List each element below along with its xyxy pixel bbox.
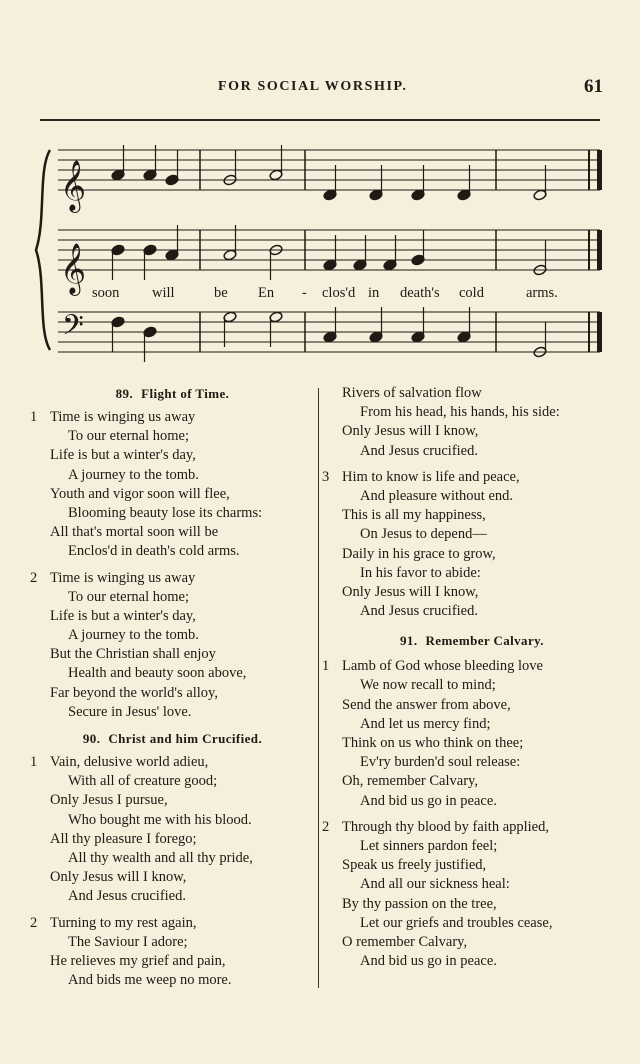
line-text: And let us mercy find; (360, 715, 491, 732)
stanza (30, 753, 315, 907)
bass-clef-icon: 𝄢 (62, 309, 84, 349)
treble-clef-icon: 𝄞 (60, 243, 87, 294)
hymn-line (30, 887, 315, 906)
stanza (322, 468, 622, 622)
final-bar-line (597, 150, 602, 190)
hymn-line (322, 772, 622, 791)
page-number: 61 (584, 76, 603, 97)
line-text: And Jesus crucified. (360, 603, 478, 620)
hymn-line (30, 952, 315, 971)
line-text: Only Jesus will I know, (342, 583, 479, 600)
hymn-line (30, 569, 315, 588)
line-text: To our eternal home; (68, 588, 189, 605)
hymn-number: 91. (400, 633, 418, 649)
line-text: And Jesus crucified. (68, 888, 186, 905)
lyric-syllable: En (258, 285, 275, 301)
line-text: To our eternal home; (68, 428, 189, 445)
line-text: A journey to the tomb. (68, 627, 199, 644)
stanza (30, 914, 315, 991)
hymn-line (322, 952, 622, 971)
final-bar-line (588, 150, 590, 190)
lyric-syllable: cold (459, 285, 484, 301)
stanza-continued (322, 384, 622, 461)
hymn-line (322, 403, 622, 422)
hymn-line (322, 506, 622, 525)
line-text: But the Christian shall enjoy (50, 646, 216, 663)
hymn-line (322, 734, 622, 753)
line-text: Health and beauty soon above, (68, 665, 247, 682)
line-text: From his head, his hands, his side: (360, 404, 560, 421)
notes (111, 145, 547, 362)
system-brace-icon (36, 150, 50, 350)
line-text: All thy wealth and all thy pride, (68, 849, 253, 866)
running-title: FOR SOCIAL WORSHIP. (218, 79, 408, 94)
hymn-line (30, 504, 315, 523)
stanza (30, 408, 315, 562)
hymn-line (30, 485, 315, 504)
line-text: Ev'ry burden'd soul release: (360, 754, 521, 771)
hymn-line (30, 753, 315, 772)
line-text: Rivers of salvation flow (342, 385, 482, 401)
column-divider (318, 388, 319, 988)
final-bar-line (588, 230, 590, 270)
hymn-title-text: Remember Calvary. (425, 633, 544, 649)
treble-clef-icon: 𝄞 (60, 160, 87, 211)
line-text: Only Jesus I pursue, (50, 792, 168, 809)
hymn-line (322, 442, 622, 461)
hymn-title (322, 631, 622, 651)
verse-number: 1 (30, 409, 38, 425)
line-text: Oh, remember Calvary, (342, 773, 478, 790)
hymn-line (30, 830, 315, 849)
line-text: Daily in his grace to grow, (342, 545, 496, 562)
hymn-line (30, 588, 315, 607)
line-text: Who bought me with his blood. (68, 811, 252, 828)
header-rule (40, 119, 600, 121)
hymn-line (30, 466, 315, 485)
hymn-line (322, 753, 622, 772)
line-text: Enclos'd in death's cold arms. (68, 543, 240, 560)
hymn-line (322, 564, 622, 583)
line-text: And Jesus crucified. (360, 442, 478, 459)
stanza (30, 569, 315, 723)
line-text: Through thy blood by faith applied, (342, 818, 549, 835)
line-text: Far beyond the world's alloy, (50, 684, 218, 701)
hymn-line (30, 849, 315, 868)
hymn-line (322, 792, 622, 811)
final-bar-line (588, 312, 590, 352)
hymn-line (322, 856, 622, 875)
hymn-line (322, 696, 622, 715)
lyric-syllable: arms. (526, 285, 558, 301)
final-bar-line (597, 230, 602, 270)
hymn-number: 90. (82, 731, 101, 746)
hymn-line (30, 408, 315, 427)
lyric-syllable: clos'd (322, 285, 356, 301)
hymn-line (30, 626, 315, 645)
verse-number: 2 (30, 569, 38, 586)
hymn-line (322, 715, 622, 734)
hymn-line (30, 971, 315, 990)
lyric-syllable: will (152, 285, 175, 301)
verse-number: 2 (322, 818, 330, 835)
line-text: He relieves my grief and pain, (50, 952, 226, 969)
line-text: Only Jesus will I know, (50, 869, 187, 886)
hymn-title-text: Christ and him Crucified. (108, 731, 263, 746)
lyric-syllable: death's (400, 285, 440, 301)
lyric-syllable: soon (92, 285, 120, 301)
hymn-number: 89. (115, 386, 134, 401)
line-text: Send the answer from above, (342, 696, 511, 713)
hymn-line (30, 791, 315, 810)
line-text: A journey to the tomb. (68, 466, 199, 483)
lyric-syllable: be (214, 285, 228, 301)
hymn-line (322, 422, 622, 441)
hymn-line (30, 703, 315, 722)
hymn-line (322, 933, 622, 952)
line-text: And pleasure without end. (360, 487, 514, 504)
line-text: Secure in Jesus' love. (68, 703, 192, 720)
hymn-line (30, 684, 315, 703)
line-text: Youth and vigor soon will flee, (50, 485, 230, 502)
hymn-line (30, 772, 315, 791)
hymn-line (30, 645, 315, 664)
stanza (322, 818, 622, 972)
line-text: And bids me weep no more. (68, 972, 232, 989)
hymn-line (30, 933, 315, 952)
line-text: We now recall to mind; (360, 677, 496, 694)
hymn-title (30, 729, 315, 749)
hymn-line (30, 427, 315, 446)
line-text: On Jesus to depend— (360, 526, 487, 543)
hymn-line (322, 657, 622, 676)
line-text: All that's mortal soon will be (50, 524, 219, 541)
line-text: Him to know is life and peace, (342, 468, 520, 485)
hymn-line (322, 487, 622, 506)
staff-lines (58, 150, 600, 352)
hymn-title (30, 384, 315, 404)
line-text: In his favor to abide: (360, 564, 481, 581)
music-score (0, 130, 640, 370)
line-text: By thy passion on the tree, (342, 895, 497, 912)
line-text: Only Jesus will I know, (342, 423, 479, 440)
hymn-line (322, 837, 622, 856)
hymn-line (30, 542, 315, 561)
hymn-line (322, 384, 622, 403)
hymn-line (322, 895, 622, 914)
line-text: And bid us go in peace. (360, 953, 497, 970)
lyric-syllable: in (368, 285, 380, 301)
hymn-line (322, 676, 622, 695)
line-text: All thy pleasure I forego; (50, 830, 197, 847)
hymn-line (322, 602, 622, 621)
line-text: With all of creature good; (68, 773, 218, 790)
hymn-line (30, 607, 315, 626)
hymn-line (322, 583, 622, 602)
running-head (0, 76, 640, 99)
column-left (30, 384, 315, 997)
line-text: Life is but a winter's day, (50, 607, 196, 624)
column-right (322, 384, 622, 978)
line-text: Speak us freely justified, (342, 857, 487, 874)
line-text: Let our griefs and troubles cease, (360, 914, 553, 931)
hymn-line (322, 818, 622, 837)
verse-number: 3 (322, 468, 330, 485)
line-text: Let sinners pardon feel; (360, 837, 498, 854)
line-text: Time is winging us away (50, 409, 196, 425)
lyric-syllable: - (302, 285, 307, 301)
hymn-line (322, 468, 622, 487)
line-text: Life is but a winter's day, (50, 447, 196, 464)
verse-number: 1 (30, 754, 38, 770)
line-text: And all our sickness heal: (360, 876, 510, 893)
hymn-line (30, 914, 315, 933)
final-bar-line (597, 312, 602, 352)
line-text: Blooming beauty lose its charms: (68, 504, 263, 521)
hymn-line (30, 868, 315, 887)
hymn-line (30, 446, 315, 465)
hymn-line (322, 525, 622, 544)
stanza (322, 657, 622, 811)
verse-number: 1 (322, 658, 330, 675)
hymn-line (322, 545, 622, 564)
line-text: The Saviour I adore; (68, 933, 188, 950)
hymn-line (322, 914, 622, 933)
line-text: Think on us who think on thee; (342, 735, 524, 751)
hymn-line (322, 875, 622, 894)
line-text: Turning to my rest again, (50, 914, 197, 931)
hymn-line (30, 523, 315, 542)
hymn-line (30, 811, 315, 830)
hymn-line (30, 664, 315, 683)
line-text: O remember Calvary, (342, 933, 468, 950)
line-text: This is all my happiness, (342, 507, 486, 524)
line-text: Lamb of God whose bleeding love (342, 658, 543, 675)
line-text: And bid us go in peace. (360, 792, 497, 809)
line-text: Vain, delusive world adieu, (50, 754, 209, 770)
line-text: Time is winging us away (50, 569, 196, 586)
verse-number: 2 (30, 914, 38, 931)
hymn-title-text: Flight of Time. (141, 386, 230, 401)
